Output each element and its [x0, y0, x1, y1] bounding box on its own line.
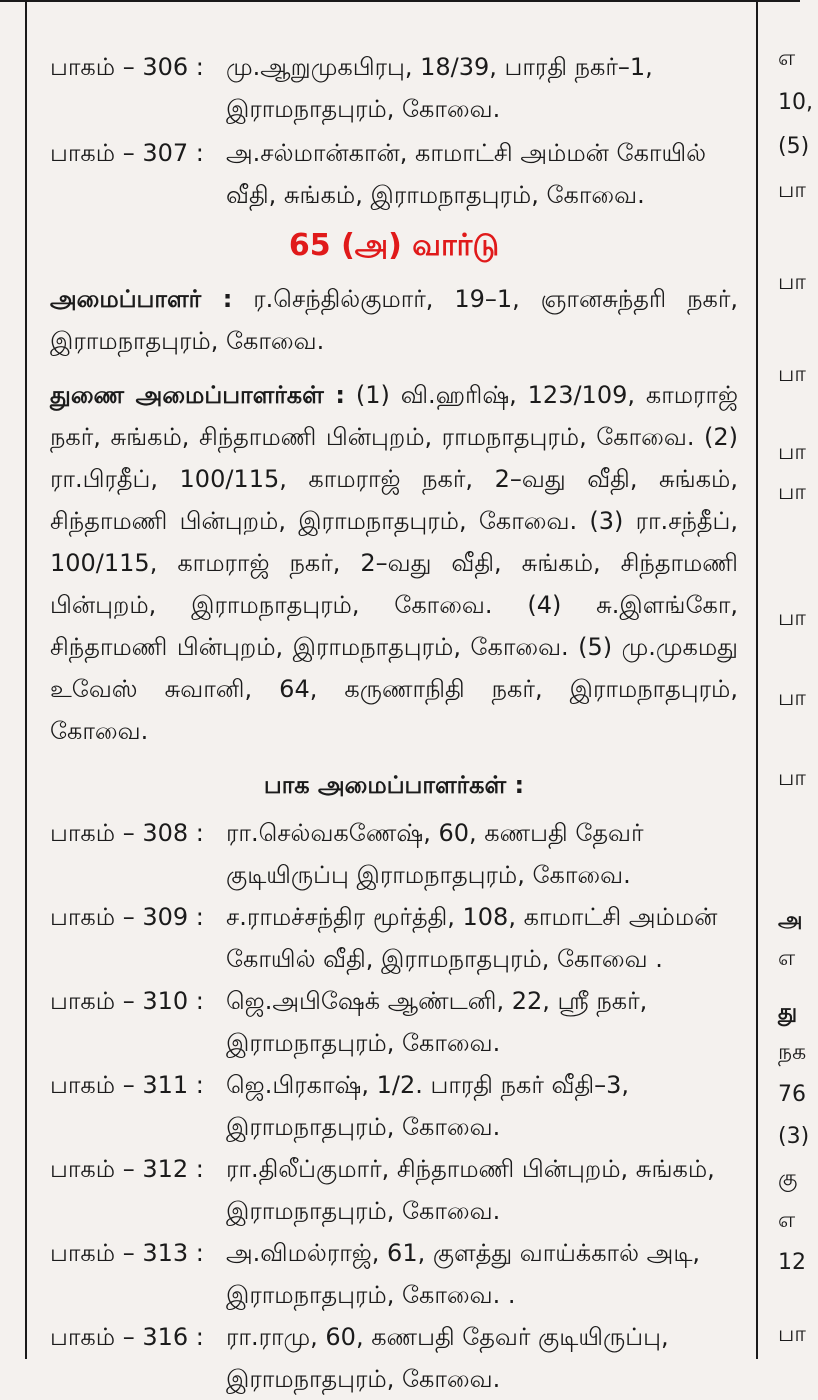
organizer-label: அமைப்பாளர் : — [50, 285, 233, 313]
booth-label: பாகம் – 313 : — [50, 1239, 204, 1267]
main-column — [50, 46, 738, 1400]
booth-label: பாகம் – 307 : — [50, 139, 204, 167]
booth-text: மு.ஆறுமுகபிரபு, 18/39, பாரதி நகர்–1, இராமநாதபுரம், கோவை. — [226, 53, 653, 123]
top-rule — [0, 0, 800, 2]
booth-entry — [50, 1148, 738, 1232]
booth-label: பாகம் – 308 : — [50, 819, 204, 847]
booth-text: ரா.செல்வகணேஷ், 60, கணபதி தேவர் குடியிருப்பு இராமநாதபுரம், கோவை. — [226, 819, 644, 889]
booth-label: பாகம் – 311 : — [50, 1071, 204, 1099]
booth-entry — [50, 896, 738, 980]
fragment: 76 — [778, 1082, 806, 1107]
booth-label: பாகம் – 306 : — [50, 53, 204, 81]
booth-entry — [50, 1232, 738, 1316]
booth-entry — [50, 1316, 738, 1400]
fragment: பா — [778, 480, 806, 505]
booth-text: ஜெ.அபிஷேக் ஆண்டனி, 22, ஸ்ரீ நகர், இராமநாதபுரம், கோவை. — [226, 987, 648, 1057]
booth-text: அ.சல்மான்கான், காமாட்சி அம்மன் கோயில் வீதி, சுங்கம், இராமநாதபுரம், கோவை. — [226, 139, 707, 209]
fragment: (5) — [778, 134, 810, 159]
deputies-paragraph — [50, 374, 738, 752]
fragment: பா — [778, 440, 806, 465]
booth-label: பாகம் – 310 : — [50, 987, 204, 1015]
booth-entry — [50, 980, 738, 1064]
ward-heading: 65 (அ) வார்டு — [288, 228, 500, 263]
booth-entry — [50, 812, 738, 896]
fragment: எ — [778, 946, 796, 971]
fragment: து — [778, 1000, 798, 1025]
booth-text: ரா.திலீப்குமார், சிந்தாமணி பின்புறம், சுங்கம், இராமநாதபுரம், கோவை. — [226, 1155, 715, 1225]
fragment: பா — [778, 270, 806, 295]
booth-label: பாகம் – 309 : — [50, 903, 204, 931]
fragment: எ — [778, 46, 796, 71]
organizer-text: ர.செந்தில்குமார், 19–1, ஞானசுந்தரி நகர், இராமநாதபுரம், கோவை. — [50, 285, 738, 355]
fragment: அ — [778, 908, 803, 933]
booth-entry — [50, 132, 738, 216]
booth-text: அ.விமல்ராஜ், 61, குளத்து வாய்க்கால் அடி, இராமநாதபுரம், கோவை. . — [226, 1239, 701, 1309]
booth-text: ச.ராமச்சந்திர மூர்த்தி, 108, காமாட்சி அம்மன் கோயில் வீதி, இராமநாதபுரம், கோவை . — [226, 903, 718, 973]
booth-label: பாகம் – 312 : — [50, 1155, 204, 1183]
fragment: பா — [778, 178, 806, 203]
fragment: எ — [778, 1208, 796, 1233]
fragment: (3) — [778, 1124, 810, 1149]
right-column-rule — [756, 0, 758, 1359]
fragment: 10, — [778, 90, 813, 115]
booth-text: ஜெ.பிரகாஷ், 1/2. பாரதி நகர் வீதி–3, இராமநாதபுரம், கோவை. — [226, 1071, 630, 1141]
fragment: பா — [778, 686, 806, 711]
booth-entry — [50, 46, 738, 130]
fragment: நக — [778, 1040, 807, 1065]
fragment: பா — [778, 1322, 806, 1347]
fragment: பா — [778, 606, 806, 631]
fragment: பா — [778, 766, 806, 791]
deputies-text: (1) வி.ஹரிஷ், 123/109, காமராஜ் நகர், சுங்கம், சிந்தாமணி பின்புறம், ராமநாதபுரம், கோவை. (2) ரா.பிரதீப், 100/115, காமராஜ் நகர், 2–வது வீதி, சுங்கம், சிந்தாமணி பின்புறம், இராமநாதபுரம், கோவை. (3) ரா.சந்தீப், 100/115, காமராஜ் நகர், 2–வது வீதி, சுங்கம், சிந்தாமணி பின்புறம், இராமநாதபுரம், கோவை. (4) சு.இளங்கோ, சிந்தாமணி பின்புறம், இராமநாதபுரம், கோவை. (5) மு.முகமது உவேஸ் சுவானி, 64, கருணாநிதி நகர், இராமநாதபுரம், கோவை. — [50, 381, 738, 745]
booth-entry — [50, 1064, 738, 1148]
booth-label: பாகம் – 316 : — [50, 1323, 204, 1351]
booth-text: ரா.ராமு, 60, கணபதி தேவர் குடியிருப்பு, இராமநாதபுரம், கோவை. — [226, 1323, 669, 1393]
fragment: 12 — [778, 1250, 806, 1275]
section-heading: பாக அமைப்பாளர்கள் : — [263, 771, 525, 799]
deputies-label: துணை அமைப்பாளர்கள் : — [50, 381, 345, 409]
organizer-paragraph — [50, 278, 738, 362]
left-column-rule — [25, 0, 27, 1359]
fragment: பா — [778, 362, 806, 387]
fragment: கு — [778, 1166, 798, 1191]
